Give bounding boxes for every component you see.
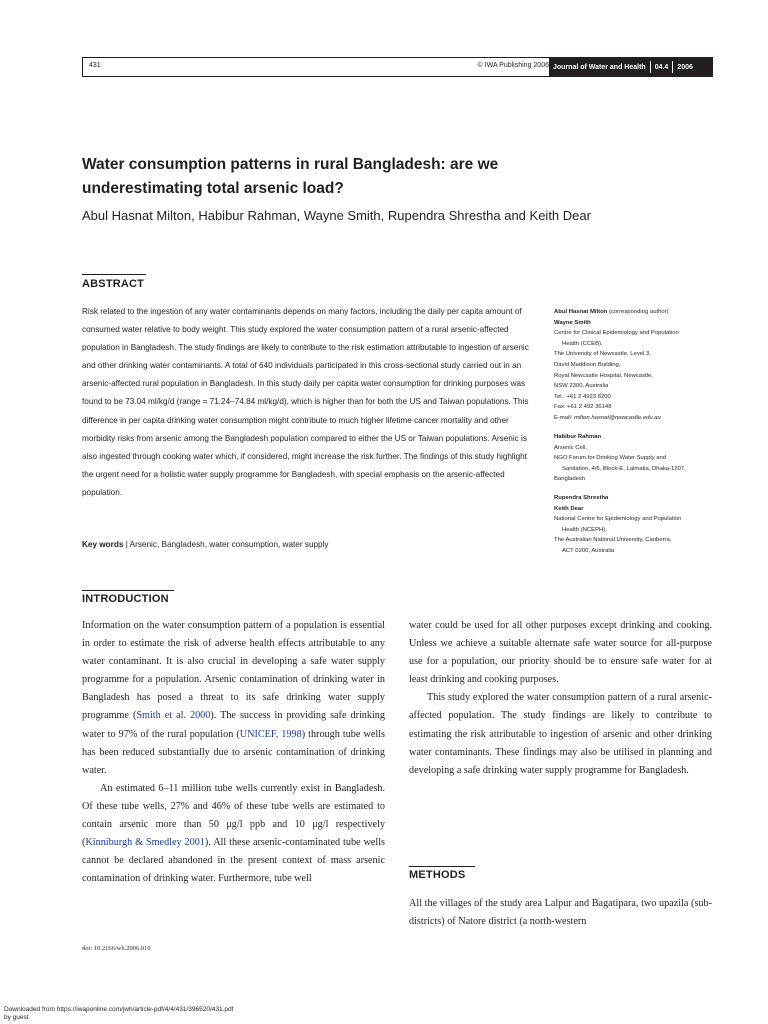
title-line-2: underestimating total arsenic load? [82, 180, 344, 197]
body-paragraph: This study explored the water consumption pattern of a rural arsenic-affected population. The study findings are likely to contribute to estimating the risk attributable to ingestion of arsenic and other drinking water contaminants. These findings may also be utilised in planning and developing a safe drinking water supply programme for Bangladesh. [409, 692, 712, 776]
affiliation-line: Health (NCEPH), [562, 526, 607, 533]
abstract-paragraph: Risk related to the ingestion of any water contaminants depends on many factors, including the daily per capita amount of consumed water relative to body weight. This study explored the water consumption pattern of a rural arsenic-affected population in Bangladesh. The study findings are likely to contribute to the risk estimation attributable to ingestion of arsenic and other drinking water contaminants. A total of 640 individuals participated in this cross-sectional study carried out in an arsenic-affected rural population in Bangladesh. In this study daily per capita water consumption for drinking purposes was found to be 73.04 ml/kg/d (range = 71.24–74.84 ml/kg/d), which is higher than for both the US and Taiwan populations. This difference in per capita drinking water consumption might contribute to much higher lifetime cancer mortality and other morbidity risks from arsenic among the Bangladesh population compared to either the US or Taiwan populations. Arsenic is also ingested through cooking water which, if considered, might increase the risk further. The findings of this study highlight the urgent need for a holistic water supply programme for Bangladesh, with special emphasis on the arsenic-affected population. [82, 307, 529, 497]
citation-link[interactable]: Kinniburgh & Smedley 2001 [85, 837, 205, 849]
affiliation-line: National Centre for Epidemiology and Population [554, 516, 682, 523]
methods-text [409, 895, 712, 931]
affiliation-line: Centre for Clinical Epidemiology and Population [554, 330, 679, 337]
article-title [82, 153, 702, 201]
download-line[interactable]: Downloaded from https://iwaponline.com/jwh/article-pdf/4/4/431/396520/431.pdf [4, 1006, 234, 1013]
journal-header [82, 57, 713, 77]
affiliation-line: Royal Newcastle Hospital, Newcastle, [554, 372, 653, 379]
citation-link[interactable]: Smith et al. 2000 [136, 710, 211, 722]
page-number: 431 [89, 62, 101, 69]
affiliation-line: The Australian National University, Canberra, [554, 537, 672, 544]
affiliation-line: NSW 2300, Australia [554, 383, 609, 390]
publisher-line: © IWA Publishing 2006 [477, 62, 549, 69]
affiliation-line: NGO Forum for Drinking Water Supply and [554, 455, 667, 462]
abstract-heading: ABSTRACT [82, 278, 145, 290]
affiliation-line: David Maddison Building, [554, 361, 621, 368]
corresponding-note: (corresponding author) [608, 309, 669, 315]
body-paragraph: An estimated 6–11 million tube wells currently exist in Bangladesh. Of these tube wells, 27% and 46% of these tube wells are estimated to contain arsenic more than 50 μg/l ppb and 10 μg/l respectively (Kinniburgh & Smedley 2001). All these arsenic-contaminated tube wells cannot be declared abandoned in the present context of mass arsenic contamination of drinking water. Furthermore, tube well [82, 782, 385, 885]
body-paragraph: All the villages of the study area Lalpur and Bagatipara, two upazila (sub-districts) of Natore district (a north-western [409, 898, 712, 928]
affiliation-line: Health (CCEB), [562, 340, 603, 347]
affiliation-3 [554, 493, 714, 557]
section-rule [409, 866, 475, 867]
affiliation-2 [554, 432, 714, 485]
title-line-1: Water consumption patterns in rural Bangladesh: are we [82, 156, 499, 173]
keywords-line [82, 540, 532, 549]
doi-line: doi: 10.2166/wh.2006.010 [82, 945, 151, 952]
citation-link[interactable]: UNICEF, 1998 [239, 728, 302, 740]
keywords-label: Key words [82, 540, 124, 549]
keywords-separator: | [125, 540, 130, 549]
affiliation-author: Abul Hasnat Milton [554, 309, 608, 315]
abstract-text [82, 303, 532, 502]
journal-issue: 04.4 [654, 63, 669, 71]
body-paragraph: water could be used for all other purposes except drinking and cooking. Unless we achieve a suitable alternate safe water source for all-purpose use for a population, our priority should be to ensure safe water for at least drinking and cooking purposes. [409, 620, 712, 686]
author-list: Abul Hasnat Milton, Habibur Rahman, Wayne Smith, Rupendra Shrestha and Keith Dear [82, 208, 591, 223]
body-paragraph: Information on the water consumption pattern of a population is essential in order to estimate the risk of adverse health effects attributable to any water contaminant. It is also crucial in developing a safe water supply programme for a population. Arsenic contamination of drinking water in Bangladesh has posed a threat to its safe drinking water supply programme (Smith et al. 2000). The success in providing safe drinking water to 97% of the rural population (UNICEF, 1998) through tube wells has been reduced substantially due to arsenic contamination of drinking water. [82, 620, 385, 776]
affiliation-line: Arsenic Cell, [554, 444, 588, 451]
journal-name: Journal of Water and Health [553, 63, 646, 71]
keywords-list: Arsenic, Bangladesh, water consumption, water supply [129, 540, 329, 549]
email-address[interactable]: milton.hasnat@newcastle.edu.au [573, 414, 661, 421]
affiliation-line: Tel.: +61 2 4923 6200 [554, 393, 611, 400]
body-column-left [82, 617, 385, 888]
body-column-right [409, 617, 712, 780]
introduction-heading: INTRODUCTION [82, 593, 169, 605]
affiliation-1 [554, 307, 714, 424]
affiliation-author: Rupendra Shrestha [554, 495, 609, 501]
email-label: E-mail: [554, 414, 573, 421]
affiliation-author: Keith Dear [554, 505, 584, 512]
affiliation-line: Fax: +61 2 492 36148 [554, 404, 612, 411]
section-rule [82, 274, 146, 275]
affiliation-line: The University of Newcastle, Level 3, [554, 351, 651, 358]
affiliation-author: Wayne Smith [554, 319, 591, 326]
journal-year: 2006 [677, 63, 693, 71]
section-rule [82, 590, 174, 591]
methods-heading: METHODS [409, 869, 466, 881]
affiliation-line: Sanitation, 4/6, Block-E, Lalmatia, Dhaka-1207, [562, 465, 686, 472]
download-note [4, 1006, 233, 1022]
download-line: by guest [4, 1014, 29, 1021]
affiliation-author: Habibur Rahman [554, 434, 602, 440]
affiliation-line: Bangladesh [554, 476, 586, 483]
affiliation-line: ACT 0200, Australia [562, 547, 615, 554]
journal-banner [549, 58, 712, 76]
